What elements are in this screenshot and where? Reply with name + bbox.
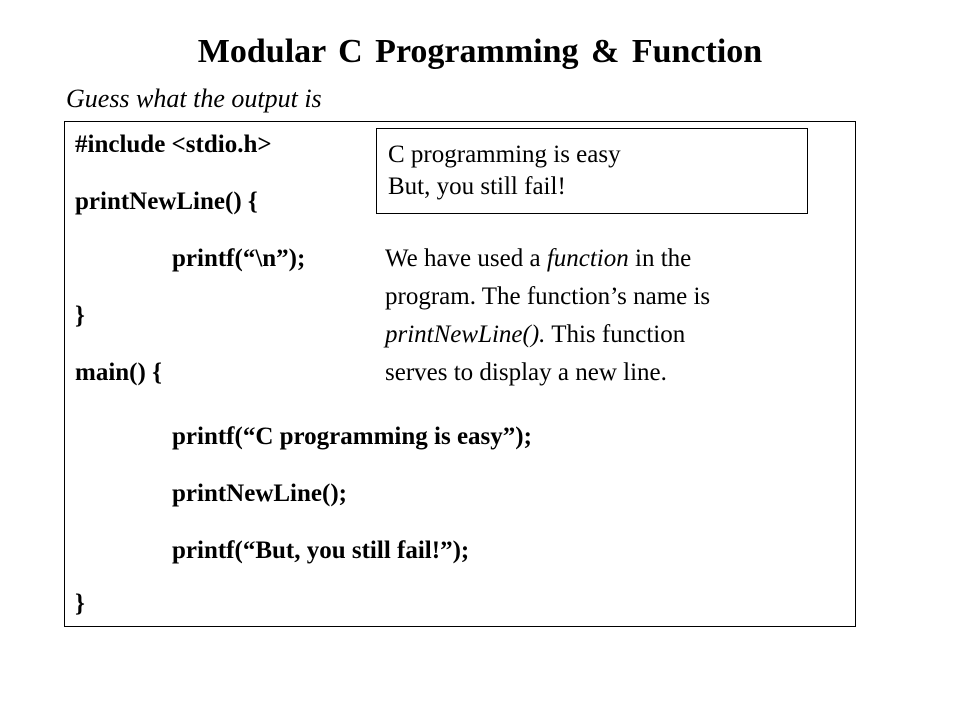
code-line-printf-fail: printf(“But, you still fail!”); [172, 537, 470, 564]
code-line-printf-newline: printf(“\n”); [172, 245, 306, 272]
explanation-line-1-pre: We have used a [385, 245, 547, 272]
explanation-line-3-post: This function [545, 321, 686, 348]
slide-title: Modular C Programming & Function [197, 33, 763, 70]
code-line-call-printnewline: printNewLine(); [172, 480, 347, 507]
explanation-term-function-name: printNewLine(). [385, 321, 546, 348]
code-line-function-close: } [75, 302, 85, 329]
output-box [376, 128, 808, 214]
code-line-main-header: main() { [75, 359, 162, 386]
explanation-line-3 [385, 316, 815, 354]
explanation-line-1-post: in the [628, 245, 692, 272]
code-line-function-header: printNewLine() { [75, 188, 258, 215]
explanation-text [385, 240, 815, 392]
code-line-main-close: } [75, 590, 85, 617]
code-line-printf-easy: printf(“C programming is easy”); [172, 423, 532, 450]
code-line-include: #include <stdio.h> [75, 131, 272, 158]
output-line-2: But, you still fail! [388, 173, 566, 200]
explanation-term-function: function [546, 245, 629, 272]
output-line-1: C programming is easy [388, 141, 621, 168]
explanation-line-1 [385, 240, 815, 278]
slide-subtitle: Guess what the output is [66, 84, 322, 113]
explanation-line-2: program. The function’s name is [385, 283, 711, 310]
explanation-line-4: serves to display a new line. [385, 359, 667, 386]
